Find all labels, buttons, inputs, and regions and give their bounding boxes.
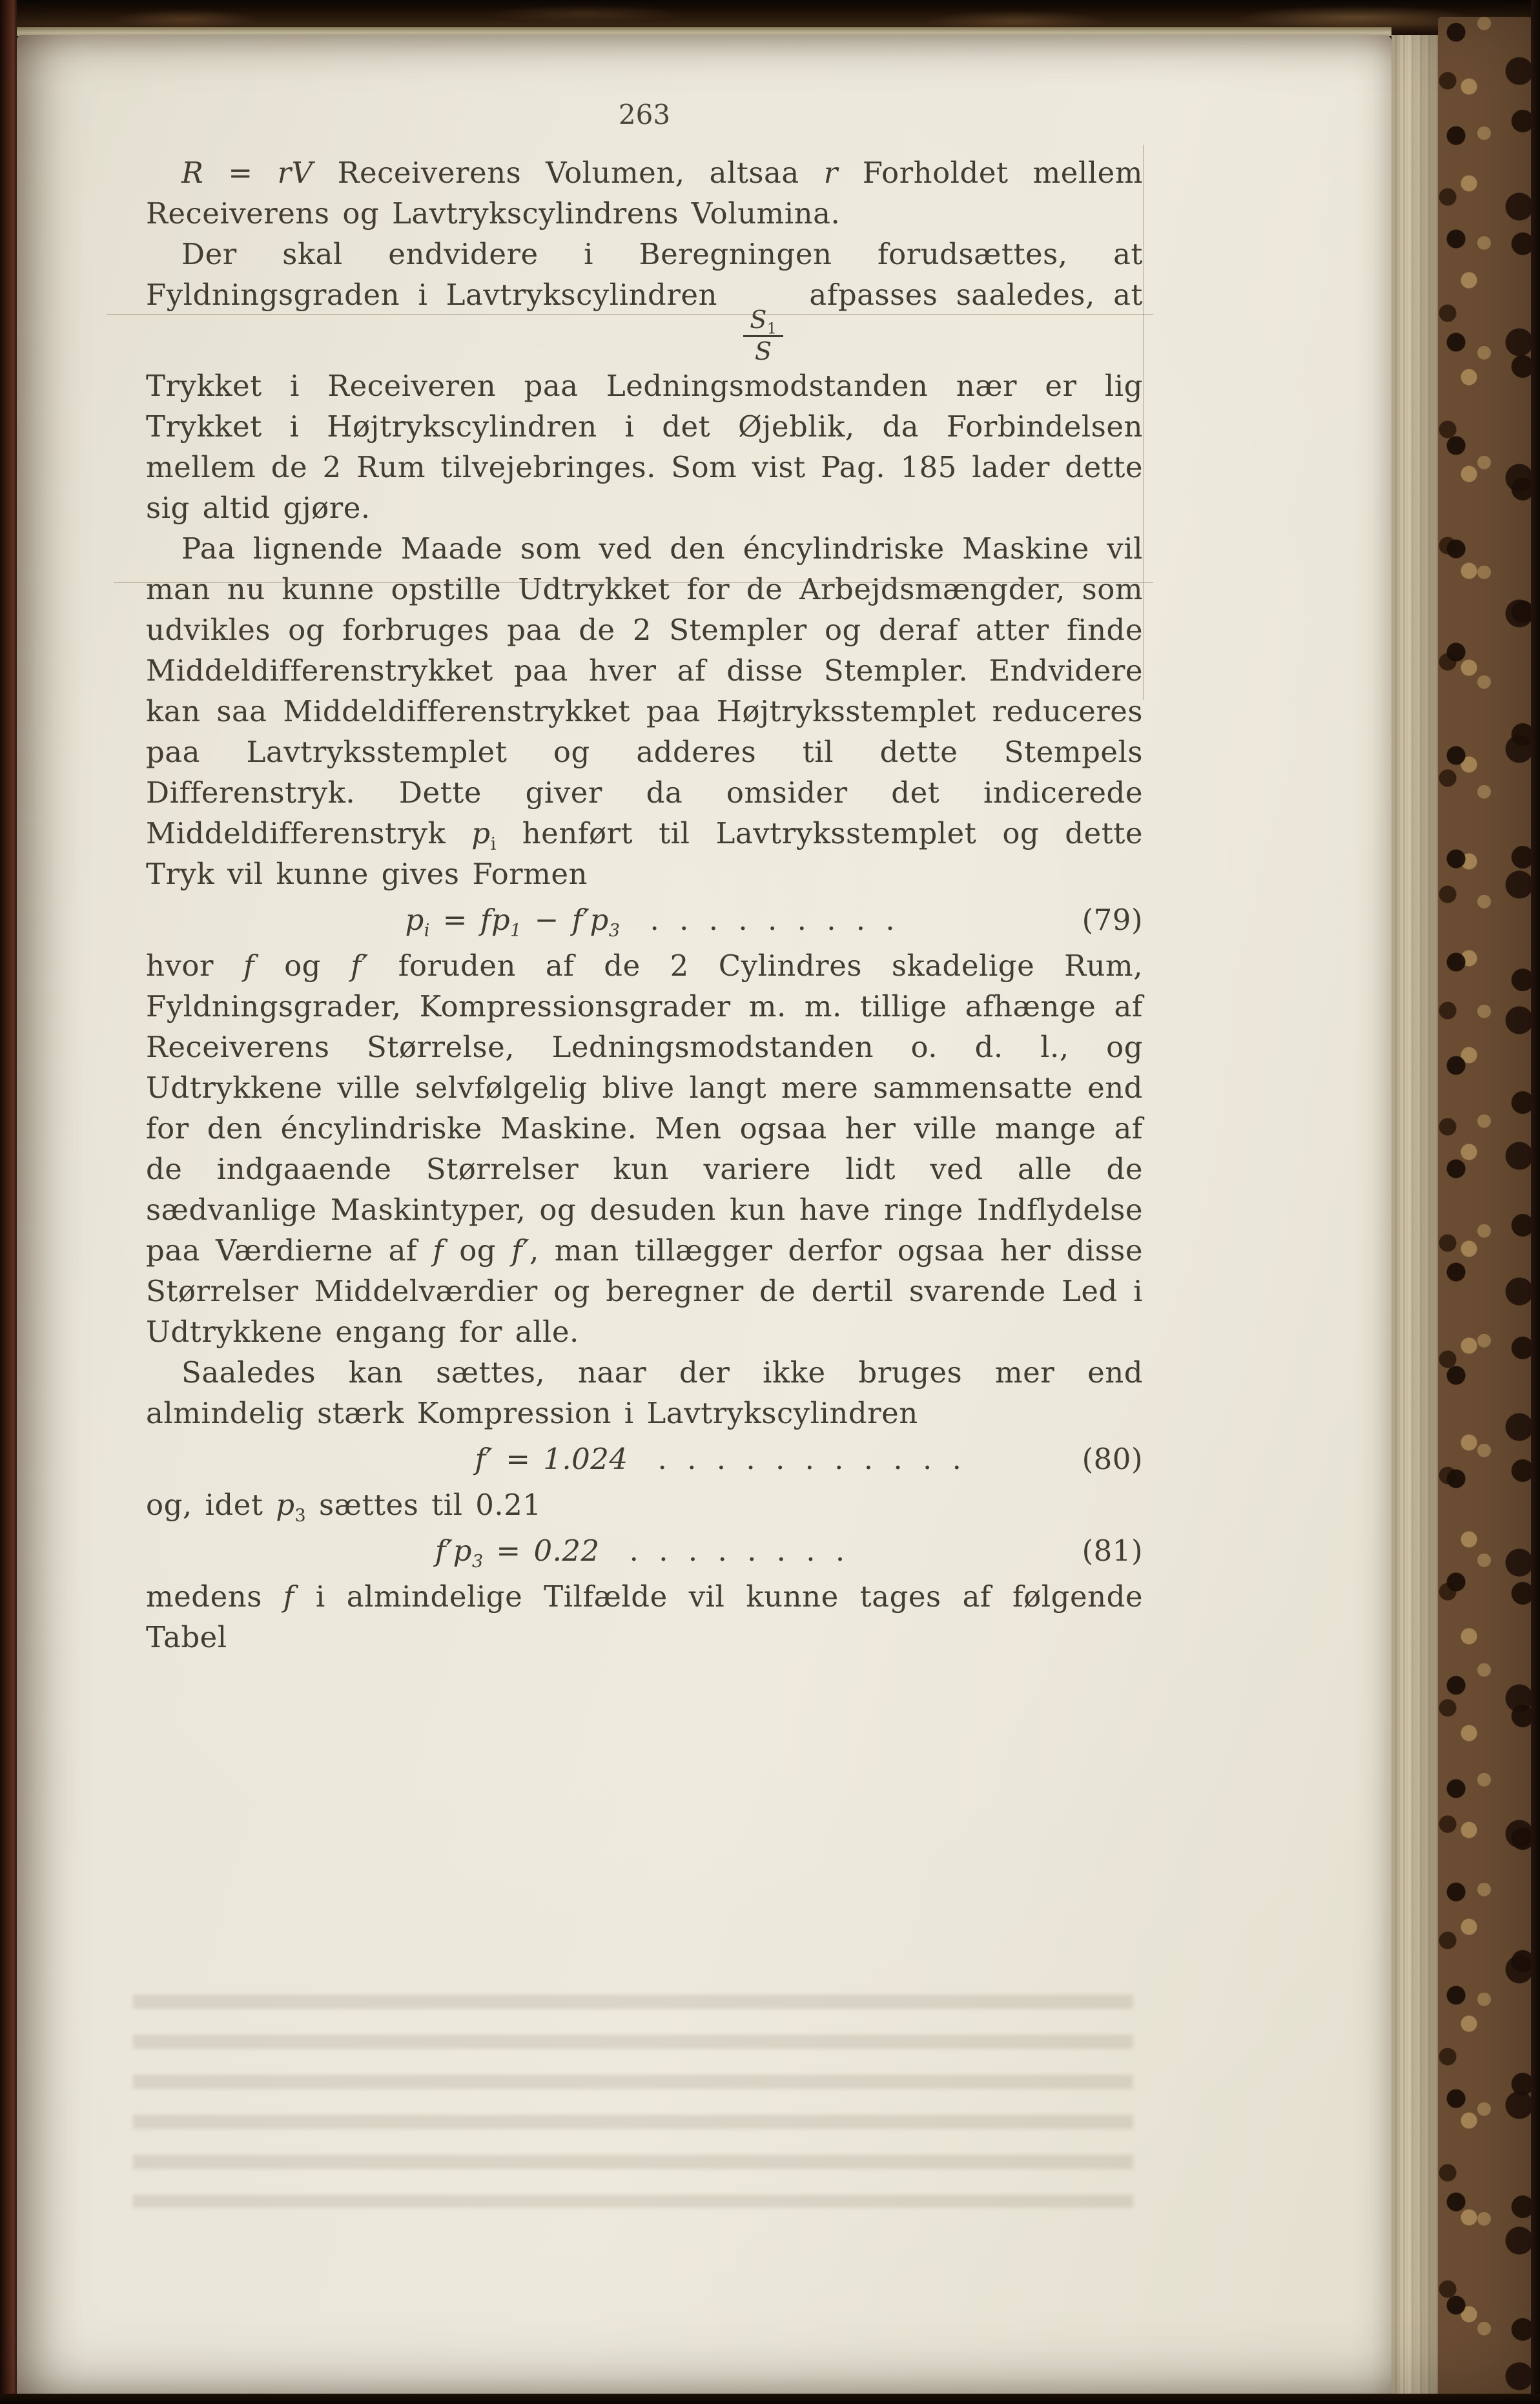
page-body <box>146 152 1143 1658</box>
showthrough-horizontal-rule <box>114 582 1153 583</box>
math-variable: S <box>754 337 772 367</box>
math-variable: f <box>283 1579 294 1614</box>
math-variable: f′p <box>435 1533 472 1568</box>
equation-formula <box>475 1439 628 1479</box>
paragraph-text: hvor <box>146 948 214 983</box>
paragraph-text: sættes til 0.21 <box>319 1487 542 1522</box>
paragraph-text: henført til Lavtryksstemplet og dette Tryk vil kunne gives Formen <box>146 816 1144 891</box>
paragraph-receiver-volumen <box>146 152 1143 234</box>
page-stack-edges <box>1391 35 1438 2395</box>
math-variable: r <box>823 156 838 190</box>
fraction-s1-over-s <box>743 307 783 365</box>
paragraph-text: Paa lignende Maade som ved den éncylindriske Maskine vil man nu kunne opstille Udtrykket for de Arbejdsmængder, som udvikles og forbruges paa de 2 Stempler og deraf atter finde Middeldifferenstrykket paa hver af disse Stempler. Endvidere kan saa Middeldifferenstrykket paa Højtryksstemplet reduceres paa Lavtryksstemplet og adderes til dette Stempels Differenstryk. Dette giver da omsider det indicerede Middeldifferenstryk <box>146 531 1143 850</box>
equation-dot-leader: . . . . . . . . . . . <box>657 1441 965 1476</box>
math-variable: p <box>276 1487 295 1522</box>
paragraph-text: og <box>284 948 321 983</box>
paragraph-og-idet <box>146 1485 1143 1525</box>
page-number: 263 <box>618 99 671 130</box>
equation-81 <box>146 1530 1143 1571</box>
equation-dot-leader: . . . . . . . . <box>629 1533 849 1568</box>
paragraph-text: og, idet <box>146 1487 263 1522</box>
equation-number: (80) <box>1082 1441 1143 1476</box>
equation-number: (79) <box>1082 902 1143 937</box>
book-cover-right-edge <box>1531 0 1540 2404</box>
paragraph-text: afpasses saaledes, at Trykket i Receiveren paa Ledningsmodstanden nær er lig Trykket i Højtrykscylindren i det Øjeblik, da Forbindelsen mellem de 2 Rum tilvejebringes. Som vist Pag. 185 lader dette sig altid gjøre. <box>146 278 1143 525</box>
math-variable: R = rV <box>181 156 313 190</box>
equation-dot-leader: . . . . . . . . . <box>650 902 899 937</box>
paragraph-text: Saaledes kan sættes, naar der ikke bruges mer end almindelig stærk Kompression i Lavtrykscylindren <box>146 1355 1143 1430</box>
math-subscript: 1 <box>766 320 777 338</box>
math-variable: f′ <box>350 948 369 983</box>
paragraph-fyldningsgrad <box>146 234 1143 528</box>
math-subscript: 3 <box>294 1505 307 1526</box>
fraction-denominator <box>755 337 772 365</box>
math-variable: f <box>243 948 255 983</box>
book-page <box>17 35 1391 2394</box>
math-subscript: i <box>490 834 497 854</box>
paragraph-text: medens <box>146 1579 262 1614</box>
equation-formula <box>435 1530 600 1571</box>
math-expression: = fp <box>429 902 511 937</box>
paragraph-text: Der skal endvidere i Beregningen forudsættes, at Fyldningsgraden i Lavtrykscylindren <box>146 237 1143 312</box>
book-spine-gutter <box>0 0 17 2404</box>
book-cover-bottom-edge <box>0 2394 1540 2404</box>
fraction-numerator <box>743 307 783 337</box>
paragraph-text: foruden af de 2 Cylindres skadelige Rum, Fyldningsgrader, Kompressionsgrader m. m. tillige afhænge af Receiverens Størrelse, Ledningsmodstanden o. d. l., og Udtrykkene ville selvfølgelig blive langt mere sammensatte end for den éncylindriske Maskine. Men ogsaa her ville mange af de indgaaende Størrelser kun variere lidt ved alle de sædvanlige Maskintyper, og desuden kun have ringe Indflydelse paa Værdierne af <box>146 948 1143 1268</box>
math-expression: = 0.22 <box>483 1533 600 1568</box>
math-subscript: i <box>424 920 430 941</box>
math-variable: p <box>471 816 491 850</box>
showthrough-text-lines <box>133 1995 1133 2208</box>
math-subscript: 3 <box>471 1551 484 1572</box>
equation-number: (81) <box>1082 1533 1143 1568</box>
paragraph-saaledes <box>146 1352 1143 1433</box>
paragraph-text: og <box>459 1233 497 1268</box>
math-expression: = 1.024 <box>493 1441 628 1476</box>
paragraph-text: Forholdet mellem Receiverens og Lavtrykscylindrens Volumina. <box>146 156 1143 231</box>
marbled-fore-edge <box>1438 17 1532 2399</box>
equation-79 <box>146 899 1143 940</box>
showthrough-vertical-rule <box>1143 145 1144 700</box>
paragraph-text: i almindelige Tilfælde vil kunne tages af følgende Tabel <box>146 1579 1144 1654</box>
math-variable: f′ <box>475 1441 493 1476</box>
paragraph-text: , man tillægger derfor ogsaa her disse Størrelser Middelværdier og beregner de dertil svarende Led i Udtrykkene engang for alle. <box>146 1233 1144 1349</box>
math-variable: S <box>750 305 767 335</box>
math-variable: f <box>433 1233 444 1268</box>
math-subscript: 1 <box>510 920 522 941</box>
equation-formula <box>405 899 620 940</box>
paragraph-medens-tabel <box>146 1576 1143 1658</box>
math-expression: − f′p <box>521 902 609 937</box>
math-variable: f′ <box>511 1233 529 1268</box>
equation-80 <box>146 1439 1143 1479</box>
math-subscript: 3 <box>608 920 621 941</box>
showthrough-horizontal-rule <box>107 314 1153 315</box>
math-variable: p <box>405 902 424 937</box>
paragraph-text: Receiverens Volumen, altsaa <box>337 156 799 190</box>
paragraph-hvor-f-og-f <box>146 945 1143 1352</box>
